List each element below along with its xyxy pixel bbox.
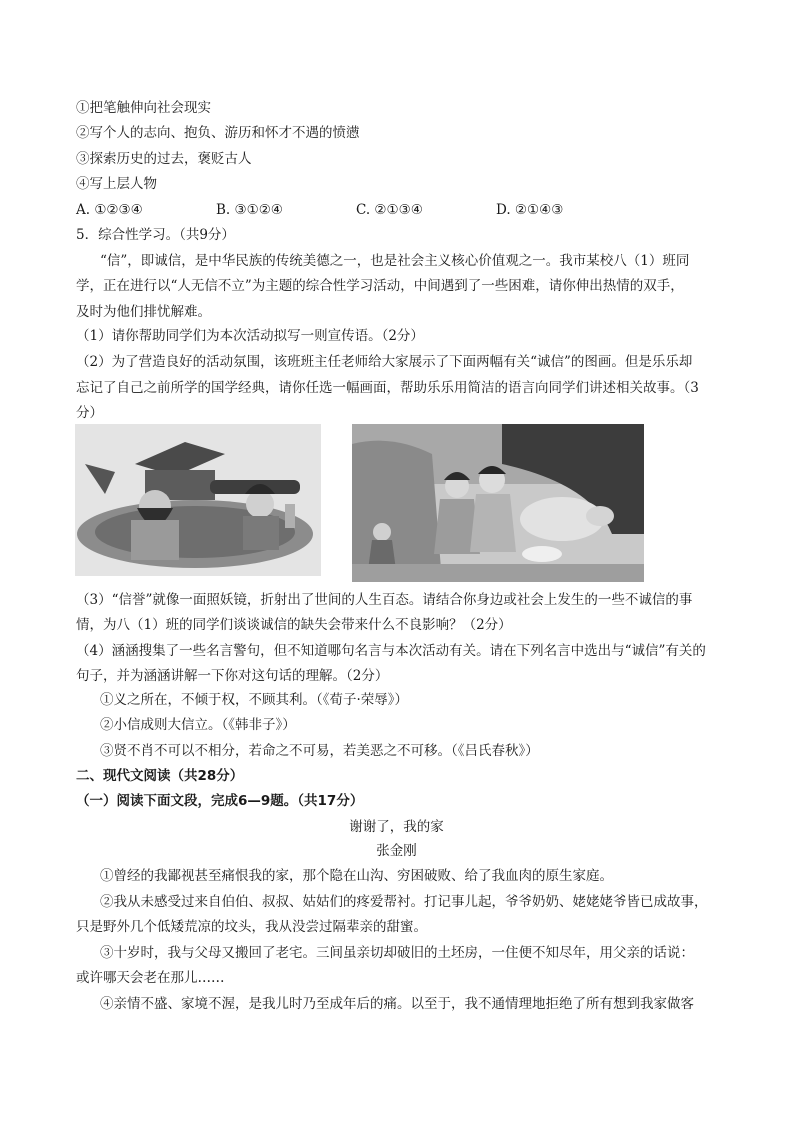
article-para-1: ①曾经的我鄙视甚至痛恨我的家，那个隐在山沟、穷困破败、给了我血肉的原生家庭。 [100, 868, 613, 884]
q4-option-c: C. ②①③④ [356, 202, 423, 218]
q4-item-4: ④写上层人物 [76, 176, 157, 192]
q4-option-d: D. ②①④③ [496, 202, 564, 218]
q5-part-3-line-2: 情，为八（1）班的同学们谈谈诚信的缺失会带来什么不良影响？（2分） [76, 617, 512, 633]
article-para-2-line-2: 只是野外几个低矮荒凉的坟头，我从没尝过隔辈亲的甜蜜。 [76, 919, 427, 935]
q4-item-2: ②写个人的志向、抱负、游历和怀才不遇的愤懑 [76, 125, 360, 141]
q5-part-4-line-2: 句子，并为涵涵讲解一下你对这句话的理解。（2分） [76, 668, 389, 684]
article-para-3-line-2: 或许哪天会老在那儿…… [76, 970, 225, 986]
article-title: 谢谢了，我的家 [349, 819, 444, 835]
quote-2: ②小信成则大信立。（《韩非子》） [100, 717, 296, 733]
quote-1: ①义之所在，不倾于权，不顾其利。（《荀子·荣辱》） [100, 692, 409, 708]
article-para-2-line-1: ②我从未感受过来自伯伯、叔叔、姑姑们的疼爱帮衬。打记事儿起，爷爷奶奶、姥姥姥爷皆已成故事， [100, 894, 708, 910]
article-para-4-line-1: ④亲情不盛、家境不渥，是我儿时乃至成年后的痛。以至于，我不通情理地拒绝了所有想到我家做客 [100, 996, 694, 1012]
quote-3: ③贤不肖不可以不相分，若命之不可易，若美恶之不可移。（《吕氏春秋》） [100, 743, 539, 759]
q5-intro-1: “信”，即诚信，是中华民族的传统美德之一，也是社会主义核心价值观之一。我市某校八（1）班同 [100, 253, 690, 269]
section-2-subtitle: （一）阅读下面文段，完成6—9题。（共17分） [76, 793, 364, 809]
q5-intro-3: 及时为他们排忧解难。 [76, 304, 211, 320]
q4-item-3: ③探索历史的过去，褒贬古人 [76, 151, 252, 167]
q5-part-2-line-3: 分） [76, 405, 103, 421]
q5-part-4-line-1: （4）涵涵搜集了一些名言警句，但不知道哪句名言与本次活动有关。请在下列名言中选出与“诚信”有关的 [76, 643, 706, 659]
article-author: 张金刚 [376, 843, 417, 859]
article-para-3-line-1: ③十岁时，我与父母又搬回了老宅。三间虽亲切却破旧的土坯房，一住便不知尽年，用父亲的话说： [100, 945, 694, 961]
illustration-left [75, 424, 321, 576]
section-2-title: 二、现代文阅读（共28分） [76, 768, 244, 784]
q5-intro-2: 学，正在进行以“人无信不立”为主题的综合性学习活动，中间遇到了一些困难，请你伸出热情的双手， [76, 278, 684, 294]
q5-part-3-line-1: （3）“信誉”就像一面照妖镜，折射出了世间的人生百态。请结合你身边或社会上发生的一些不诚信的事 [76, 592, 693, 608]
illustration-right [352, 424, 644, 582]
q5-title: 5．综合性学习。（共9分） [76, 227, 235, 243]
q5-part-2-line-1: （2）为了营造良好的活动氛围，该班班主任老师给大家展示了下面两幅有关“诚信”的图画。但是乐乐却 [76, 354, 693, 370]
q5-part-2-line-2: 忘记了自己之前所学的国学经典，请你任选一幅画面，帮助乐乐用简洁的语言向同学们讲述相关故事。（3 [76, 380, 699, 396]
q4-item-1: ①把笔触伸向社会现实 [76, 100, 211, 116]
q4-option-b: B. ③①②④ [216, 202, 283, 218]
q4-option-a: A. ①②③④ [76, 202, 143, 218]
q4-options [76, 200, 636, 220]
q5-part-1: （1）请你帮助同学们为本次活动拟写一则宣传语。（2分） [76, 328, 424, 344]
